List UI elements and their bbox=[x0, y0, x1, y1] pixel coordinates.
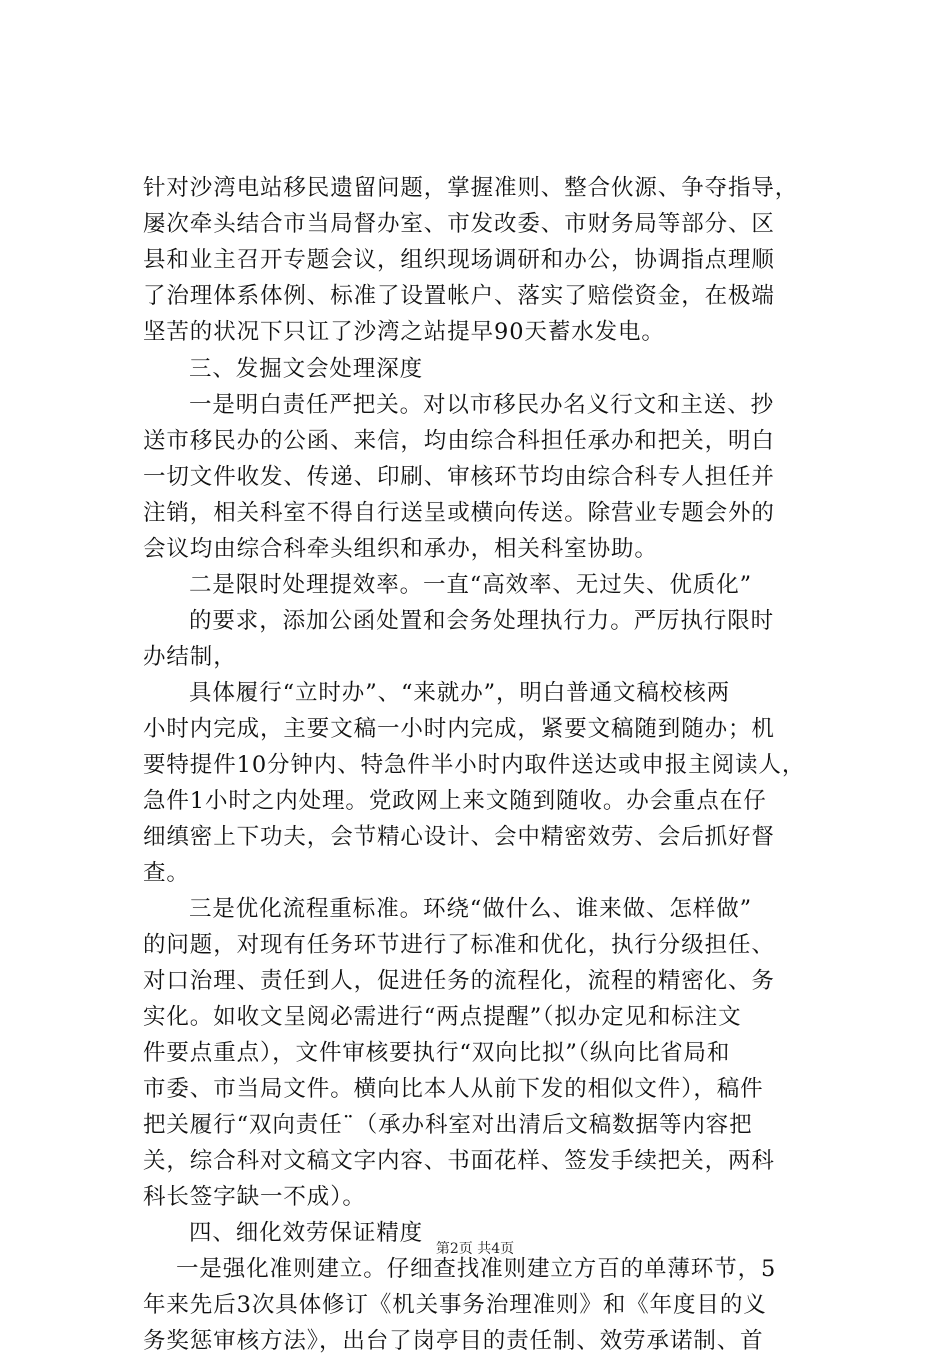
text-line: 会议均由综合科牵头组织和承办，相关科室协助。 bbox=[143, 536, 658, 562]
text-line: 三是优化流程重标准。环绕“做什么、谁来做、怎样做” bbox=[189, 896, 753, 922]
text-line: 件要点重点），文件审核要执行“双向比拟”（纵向比省局和 bbox=[143, 1040, 731, 1066]
text-line: 一切文件收发、传递、印刷、审核环节均由综合科专人担任并 bbox=[143, 464, 775, 490]
text-line: 坚苦的状况下只讧了沙湾之站提早90天蓄水发电。 bbox=[143, 319, 665, 345]
text-line: 年来先后3次具体修订《机关事务治理准则》和《年度目的义 bbox=[143, 1292, 767, 1318]
text-line: 关，综合科对文稿文字内容、书面花样、签发手续把关，两科 bbox=[143, 1148, 775, 1174]
text-line: 的问题，对现有任务环节进行了标准和优化，执行分级担任、 bbox=[143, 932, 775, 958]
text-line: 一是强化准则建立。仔细查找准则建立方百的单薄环节，5 bbox=[176, 1256, 777, 1282]
text-line: 对口治理、责任到人，促进任务的流程化，流程的精密化、务 bbox=[143, 968, 775, 994]
text-line: 务奖惩审核方法》，出台了岗亭目的责任制、效劳承诺制、首 bbox=[143, 1328, 764, 1354]
text-line: 四、细化效劳保证精度 bbox=[189, 1220, 424, 1246]
text-line: 要特提件10分钟内、特急件半小时内取件送达或申报主阅读人， bbox=[143, 752, 806, 778]
text-line: 一是明白责任严把关。对以市移民办名义行文和主送、抄 bbox=[189, 392, 775, 418]
text-line: 屡次牵头结合市当局督办室、市发改委、市财务局等部分、区 bbox=[143, 211, 775, 237]
text-line: 针对沙湾电站移民遗留问题，掌握准则、整合伙源、争夺指导， bbox=[143, 175, 799, 201]
text-line: 细缜密上下功夫，会节精心设计、会中精密效劳、会后抓好督 bbox=[143, 824, 775, 850]
text-line: 二是限时处理提效率。一直“高效率、无过失、优质化” bbox=[189, 572, 753, 598]
text-line: 实化。如收文呈阅必需进行“两点提醒”（拟办定见和标注文 bbox=[143, 1004, 742, 1030]
text-line: 三、发掘文会处理深度 bbox=[189, 356, 424, 382]
text-line: 了治理体系体例、标准了设置帐户、落实了赔偿资金，在极端 bbox=[143, 283, 775, 309]
text-line: 把关履行“双向责任¨（承办科室对出清后文稿数据等内容把 bbox=[143, 1112, 753, 1138]
text-line: 办结制， bbox=[143, 644, 237, 670]
page-footer: 第2页 共4页 bbox=[435, 1241, 515, 1257]
text-line: 急件1小时之内处理。党政网上来文随到随收。办会重点在仔 bbox=[143, 788, 767, 814]
text-line: 送市移民办的公函、来信，均由综合科担任承办和把关，明白 bbox=[143, 428, 775, 454]
text-line: 的要求，添加公函处置和会务处理执行力。严厉执行限时 bbox=[189, 608, 775, 634]
text-line: 查。 bbox=[143, 860, 190, 886]
text-line: 小时内完成，主要文稿一小时内完成，紧要文稿随到随办；机 bbox=[143, 716, 775, 742]
text-line: 具体履行“立时办”、“来就办”，明白普通文稿校核两 bbox=[189, 680, 731, 706]
text-line: 市委、市当局文件。横向比本人从前下发的相似文件），稿件 bbox=[143, 1076, 764, 1102]
text-line: 注销，相关科室不得自行送呈或横向传送。除营业专题会外的 bbox=[143, 500, 775, 526]
text-line: 科长签字缺一不成）。 bbox=[143, 1184, 366, 1210]
text-line: 县和业主召开专题会议，组织现场调研和办公，协调指点理顺 bbox=[143, 247, 775, 273]
